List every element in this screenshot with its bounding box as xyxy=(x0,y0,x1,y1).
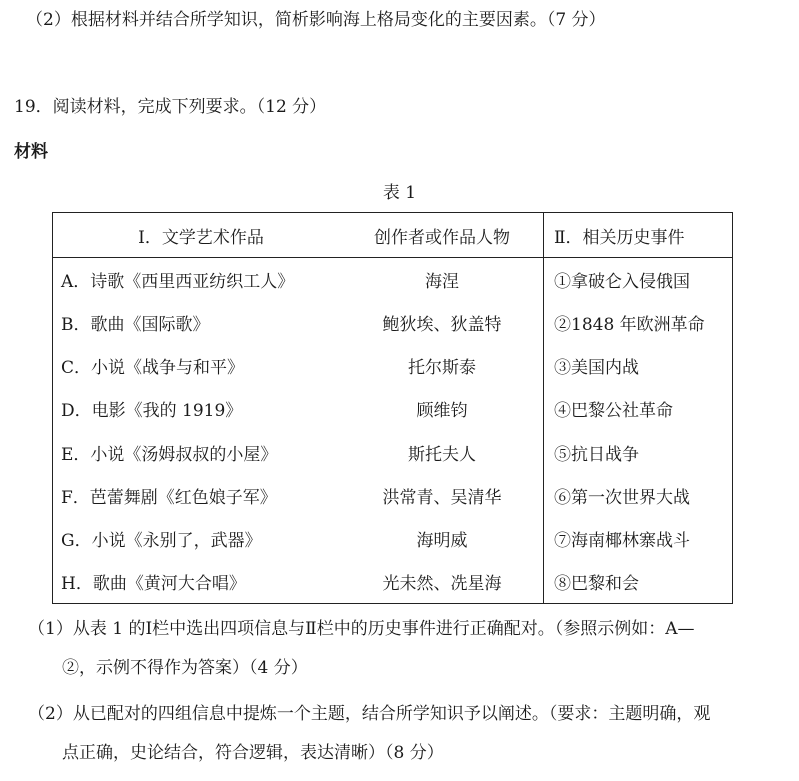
cell-event: ⑤抗日战争 xyxy=(554,444,639,465)
table-row xyxy=(53,301,733,344)
sub-question-1-line-2: ②，示例不得作为答案）（4 分） xyxy=(62,658,308,678)
material-label: 材料 xyxy=(14,142,48,162)
cell-creator: 鲍狄埃、狄盖特 xyxy=(341,301,544,344)
header-creators: 创作者或作品人物 xyxy=(341,213,544,258)
cell-work: B．歌曲《国际歌》 xyxy=(61,315,210,336)
cell-creator: 光未然、冼星海 xyxy=(341,560,544,604)
cell-creator: 顾维钧 xyxy=(341,387,544,430)
table-row xyxy=(53,517,733,560)
question-19-header: 19．阅读材料，完成下列要求。（12 分） xyxy=(14,97,327,117)
table-1 xyxy=(52,212,733,604)
table-row xyxy=(53,387,733,430)
cell-creator: 斯托夫人 xyxy=(341,430,544,473)
cell-creator: 海明威 xyxy=(341,517,544,560)
cell-event: ③美国内战 xyxy=(554,358,639,379)
cell-event: ⑥第一次世界大战 xyxy=(554,487,690,508)
cell-event: ⑦海南椰林寨战斗 xyxy=(554,530,690,551)
header-works: Ⅰ．文学艺术作品 xyxy=(53,213,342,258)
cell-event: ②1848 年欧洲革命 xyxy=(554,315,705,336)
cell-work: F．芭蕾舞剧《红色娘子军》 xyxy=(61,487,277,508)
question-18-part-2: （2）根据材料并结合所学知识，简析影响海上格局变化的主要因素。（7 分） xyxy=(26,10,606,30)
sub-question-2-line-1: （2）从已配对的四组信息中提炼一个主题，结合所学知识予以阐述。（要求：主题明确，观 xyxy=(28,704,711,724)
table-row xyxy=(53,560,733,604)
table-header-row xyxy=(53,213,733,258)
cell-work: D．电影《我的 1919》 xyxy=(61,401,243,422)
cell-creator: 洪常青、吴清华 xyxy=(341,474,544,517)
cell-work: G．小说《永别了，武器》 xyxy=(61,530,262,551)
sub-question-2-line-2: 点正确，史论结合，符合逻辑，表达清晰）（8 分） xyxy=(62,743,444,763)
table-caption: 表 1 xyxy=(382,183,417,203)
cell-creator: 托尔斯泰 xyxy=(341,344,544,387)
table-row xyxy=(53,344,733,387)
cell-work: C．小说《战争与和平》 xyxy=(61,358,245,379)
cell-work: A．诗歌《西里西亚纺织工人》 xyxy=(61,272,295,293)
cell-creator: 海涅 xyxy=(341,258,544,302)
cell-event: ⑧巴黎和会 xyxy=(554,573,639,594)
sub-question-1-line-1: （1）从表 1 的Ⅰ栏中选出四项信息与Ⅱ栏中的历史事件进行正确配对。（参照示例如：A— xyxy=(28,619,695,639)
table-row xyxy=(53,430,733,473)
cell-event: ④巴黎公社革命 xyxy=(554,401,673,422)
table-row xyxy=(53,474,733,517)
header-events: Ⅱ．相关历史事件 xyxy=(544,213,733,258)
table-row xyxy=(53,258,733,302)
cell-work: E．小说《汤姆叔叔的小屋》 xyxy=(61,444,278,465)
cell-event: ①拿破仑入侵俄国 xyxy=(554,272,690,293)
cell-work: H．歌曲《黄河大合唱》 xyxy=(61,573,246,594)
